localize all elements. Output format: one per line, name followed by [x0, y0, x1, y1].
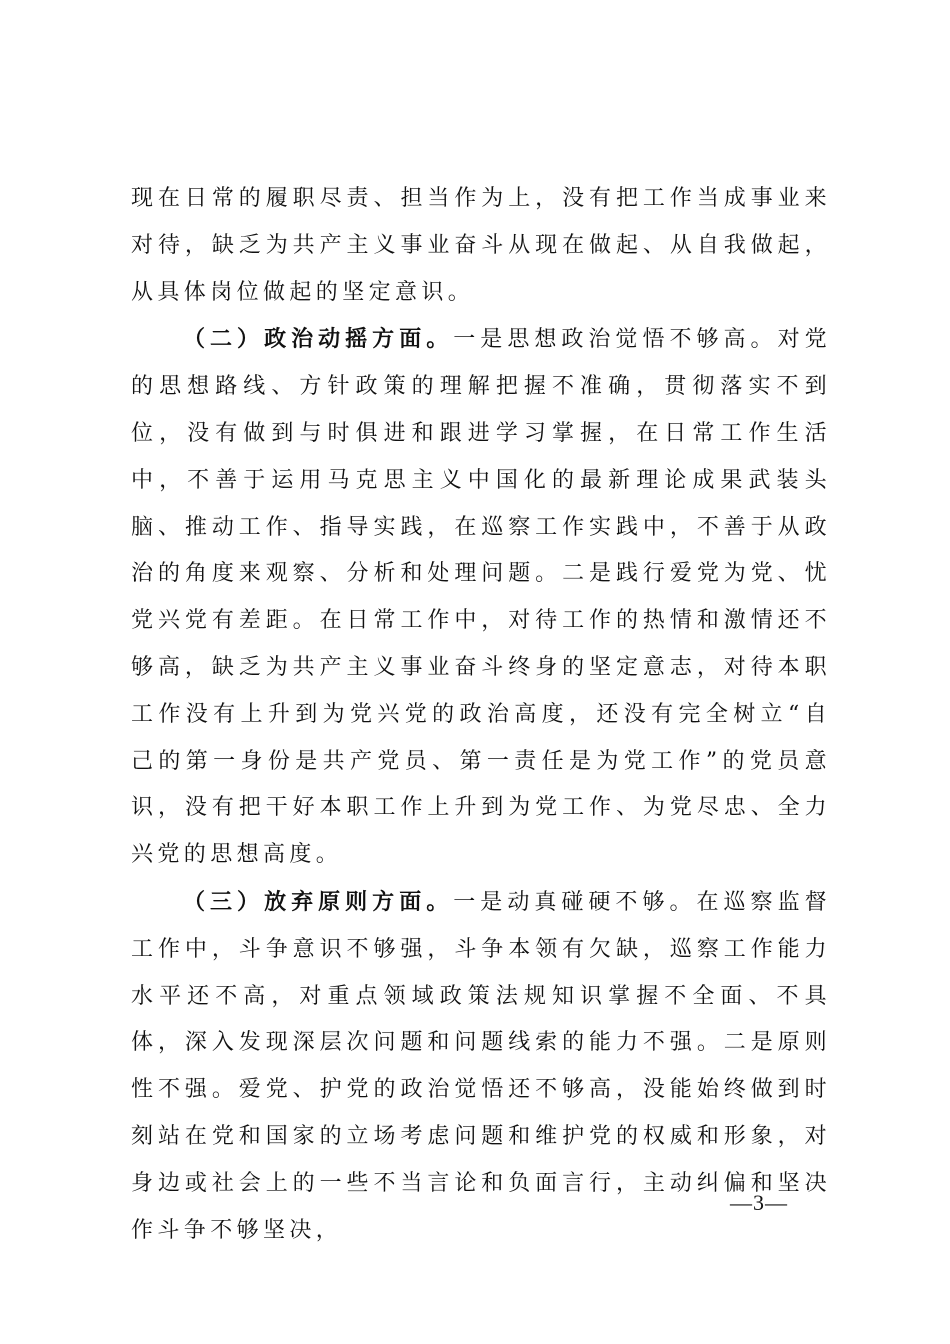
- section-heading-2: （二）政治动摇方面。: [183, 326, 454, 353]
- paragraph-abandoning-principles: [131, 879, 831, 1254]
- section-heading-3: （三）放弃原则方面。: [183, 888, 454, 915]
- page-number: —3—: [730, 1190, 788, 1215]
- paragraph-text: 一是思想政治觉悟不够高。对党的思想路线、方针政策的理解把握不准确，贯彻落实不到位，没有做到与时俱进和跟进学习掌握，在日常工作生活中，不善于运用马克思主义中国化的最新理论成果武装头脑、推动工作、指导实践，在巡察工作实践中，不善于从政治的角度来观察、分析和处理问题。二是践行爱党为党、忧党兴党有差距。在日常工作中，对待工作的热情和激情还不够高，缺乏为共产主义事业奋斗终身的坚定意志，对待本职工作没有上升到为党兴党的政治高度，还没有完全树立“自己的第一身份是共产党员、第一责任是为党工作”的党员意识，没有把干好本职工作上升到为党工作、为党尽忠、全力兴党的思想高度。: [131, 327, 831, 868]
- paragraph-continuation: [131, 176, 831, 316]
- paragraph-text: 现在日常的履职尽责、担当作为上，没有把工作当成事业来对待，缺乏为共产主义事业奋斗从现在做起、从自我做起，从具体岗位做起的坚定意识。: [131, 186, 831, 305]
- paragraph-political-wavering: [131, 316, 831, 879]
- paragraph-text: 一是动真碰硬不够。在巡察监督工作中，斗争意识不够强，斗争本领有欠缺，巡察工作能力水平还不高，对重点领域政策法规知识掌握不全面、不具体，深入发现深层次问题和问题线索的能力不强。二是原则性不强。爱党、护党的政治觉悟还不够高，没能始终做到时刻站在党和国家的立场考虑问题和维护党的权威和形象，对身边或社会上的一些不当言论和负面言行，主动纠偏和坚决作斗争不够坚决，: [131, 889, 831, 1243]
- document-body: [131, 176, 831, 1254]
